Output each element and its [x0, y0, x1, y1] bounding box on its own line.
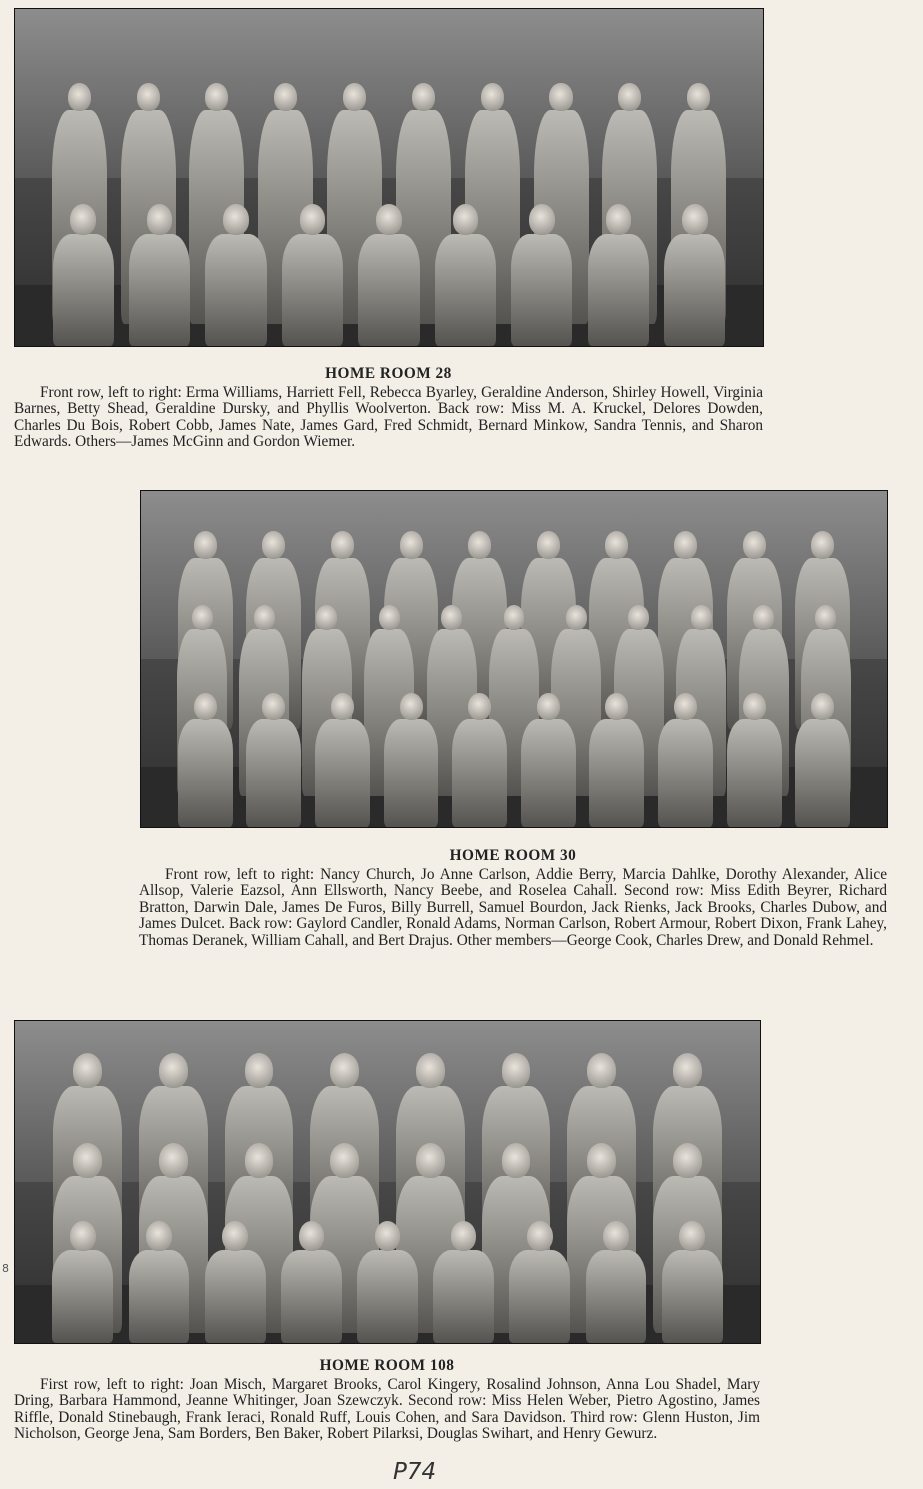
person-silhouette	[129, 204, 190, 346]
section-title: HOME ROOM 108	[319, 1357, 455, 1374]
person-silhouette	[662, 1221, 723, 1343]
person-silhouette	[53, 204, 114, 346]
person-silhouette	[52, 1221, 113, 1343]
person-silhouette	[384, 693, 439, 827]
person-silhouette	[281, 1221, 342, 1343]
person-silhouette	[589, 693, 644, 827]
margin-mark: 8	[2, 1262, 9, 1275]
photo-home-room-108	[14, 1020, 761, 1344]
person-silhouette	[178, 693, 233, 827]
caption-home-room-28	[14, 366, 763, 451]
section-text: Front row, left to right: Erma Williams, Harriett Fell, Rebecca Byarley, Geraldine Anderson, Shirley Howell, Virginia Barnes, Betty Shead, Geraldine Dursky, and Phyllis Woolverton. Back row: Miss M. A. Kruckel, Delores Dowden, Charles Du Bois, Robert Cobb, James Nate, James Gard, Fred Schmidt, Bernard Minkow, Sandra Tennis, and Sharon Edwards. Others—James McGinn and Gordon Wiemer.	[14, 383, 763, 451]
person-silhouette	[727, 693, 782, 827]
photo-home-room-28	[14, 8, 764, 347]
person-silhouette	[521, 693, 576, 827]
person-silhouette	[282, 204, 343, 346]
person-silhouette	[246, 693, 301, 827]
person-silhouette	[511, 204, 572, 346]
person-silhouette	[452, 693, 507, 827]
section-title: HOME ROOM 28	[325, 365, 452, 382]
person-silhouette	[358, 204, 419, 346]
handwritten-page-number: P74	[393, 1459, 437, 1485]
caption-home-room-108	[14, 1358, 760, 1443]
person-silhouette	[588, 204, 649, 346]
section-text: First row, left to right: Joan Misch, Margaret Brooks, Carol Kingery, Rosalind Johnson, Anna Lou Shadel, Mary Dring, Barbara Hammond, Jeanne Whitinger, Joan Szewczyk. Second row: Miss Helen Weber, Pietro Agostino, James Riffle, Donald Stinebaugh, Frank Ieraci, Ronald Ruff, Louis Cohen, and Sara Davidson. Third row: Glenn Huston, Jim Nicholson, George Jena, Sam Borders, Ben Baker, Robert Pilarksi, Douglas Swihart, and Henry Gewurz.	[14, 1375, 760, 1443]
person-silhouette	[315, 693, 370, 827]
person-silhouette	[357, 1221, 418, 1343]
person-silhouette	[205, 1221, 266, 1343]
person-silhouette	[433, 1221, 494, 1343]
person-silhouette	[435, 204, 496, 346]
section-text: Front row, left to right: Nancy Church, Jo Anne Carlson, Addie Berry, Marcia Dahlke, Dorothy Alexander, Alice Allsop, Valerie Eazsol, Ann Ellsworth, Nancy Beebe, and Roselea Cahall. Second row: Miss Edith Beyrer, Richard Bratton, Darwin Dale, James De Furos, Billy Burrell, Samuel Bourdon, Jack Rienks, Jack Brooks, Charles Dubow, and James Dulcet. Back row: Gaylord Candler, Ronald Adams, Norman Carlson, Robert Armour, Robert Dixon, Frank Lahey, Thomas Deranek, William Cahall, and Bert Drajus. Other members—George Cook, Charles Drew, and Donald Rehmel.	[139, 865, 887, 949]
person-silhouette	[795, 693, 850, 827]
person-silhouette	[509, 1221, 570, 1343]
person-silhouette	[129, 1221, 190, 1343]
person-silhouette	[664, 204, 725, 346]
person-silhouette	[586, 1221, 647, 1343]
person-silhouette	[658, 693, 713, 827]
section-title: HOME ROOM 30	[449, 847, 577, 864]
caption-home-room-30	[139, 848, 887, 950]
photo-home-room-30	[140, 490, 888, 828]
person-silhouette	[205, 204, 266, 346]
